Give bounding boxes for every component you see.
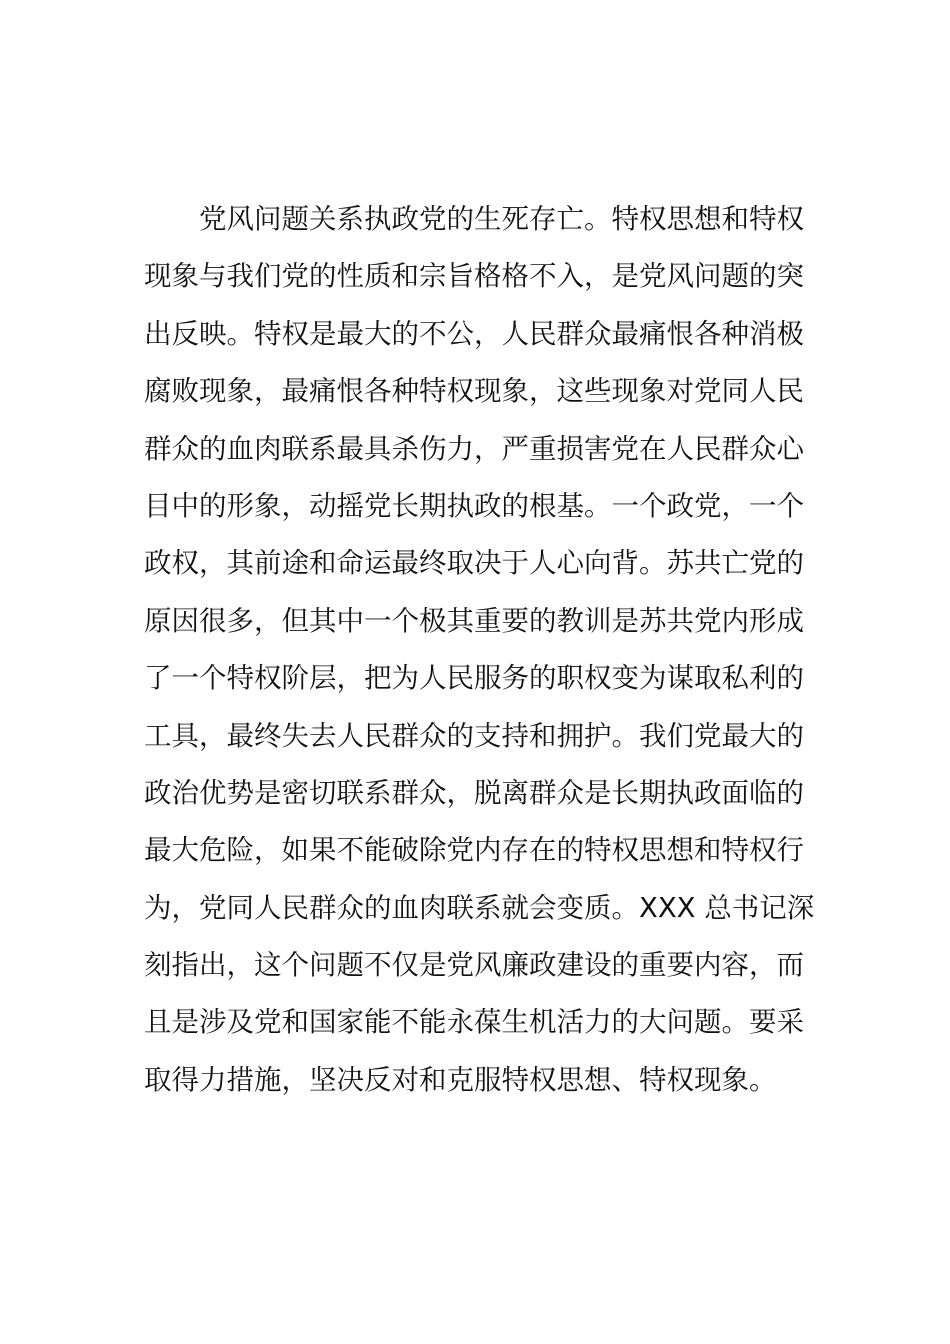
paragraph-line: 目中的形象，动摇党长期执政的根基。一个政党，一个: [144, 489, 804, 522]
paragraph-line: 刻指出，这个问题不仅是党风廉政建设的重要内容，而: [144, 949, 804, 982]
paragraph-line: 政治优势是密切联系群众，脱离群众是长期执政面临的: [144, 776, 804, 809]
body-paragraph: [144, 191, 824, 1109]
paragraph-line: 为，党同人民群众的血肉联系就会变质。XXX 总书记深: [144, 891, 815, 924]
paragraph-line: 最大危险，如果不能破除党内存在的特权思想和特权行: [144, 834, 804, 867]
paragraph-line: 了一个特权阶层，把为人民服务的职权变为谋取私利的: [144, 662, 804, 695]
paragraph-line: 现象与我们党的性质和宗旨格格不入，是党风问题的突: [144, 260, 804, 293]
paragraph-line: 党风问题关系执政党的生死存亡。特权思想和特权: [199, 203, 804, 235]
paragraph-line: 政权，其前途和命运最终取决于人心向背。苏共亡党的: [144, 547, 804, 580]
paragraph-line: 原因很多，但其中一个极其重要的教训是苏共党内形成: [144, 604, 804, 637]
paragraph-line: 群众的血肉联系最具杀伤力，严重损害党在人民群众心: [144, 432, 804, 465]
paragraph-line: 且是涉及党和国家能不能永葆生机活力的大问题。要采: [144, 1006, 804, 1039]
paragraph-line: 出反映。特权是最大的不公，人民群众最痛恨各种消极: [144, 317, 804, 350]
paragraph-line: 取得力措施，坚决反对和克服特权思想、特权现象。: [144, 1063, 777, 1096]
paragraph-line: 腐败现象，最痛恨各种特权现象，这些现象对党同人民: [144, 375, 804, 408]
paragraph-line: 工具，最终失去人民群众的支持和拥护。我们党最大的: [144, 719, 804, 752]
